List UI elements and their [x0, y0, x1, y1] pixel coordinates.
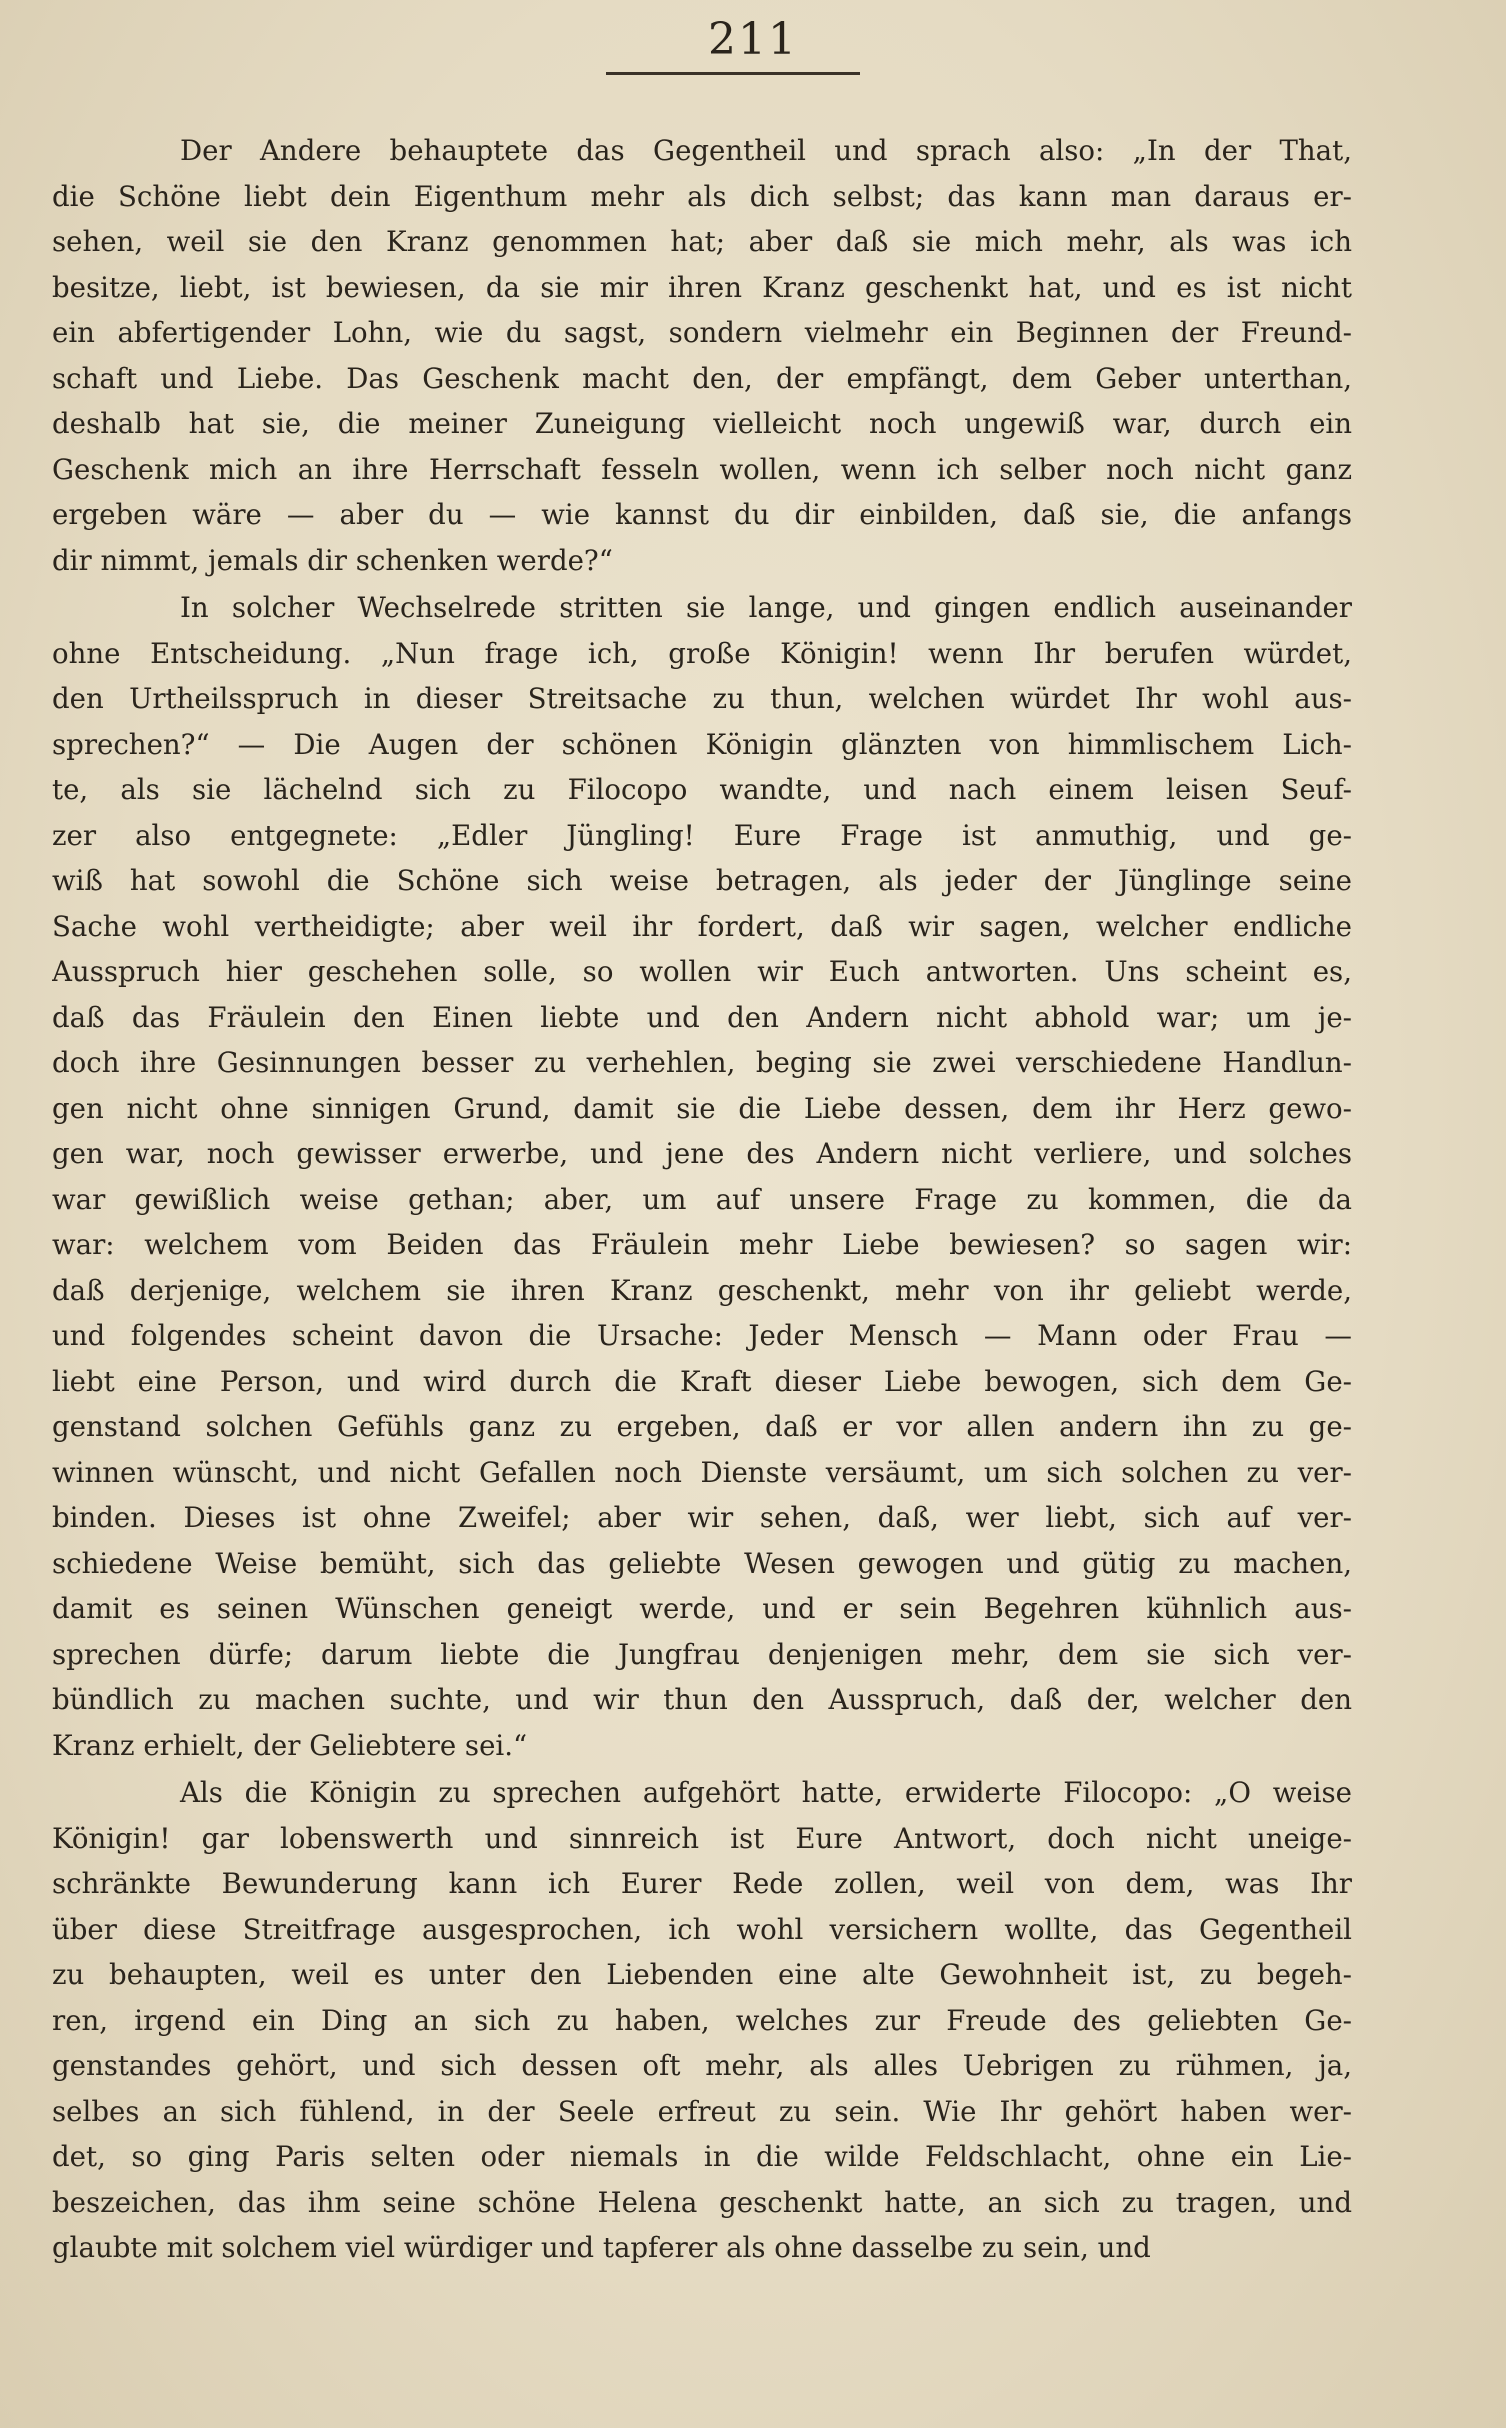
- body-text: [52, 128, 1352, 2271]
- text-line: Geschenk mich an ihre Herrschaft fesseln wollen, wenn ich selber noch nicht ganz: [52, 452, 1352, 486]
- text-line: selbes an sich fühlend, in der Seele erfreut zu sein. Wie Ihr gehört haben wer-: [52, 2094, 1352, 2128]
- text-line: dir nimmt, jemals dir schenken werde?“: [52, 543, 613, 577]
- text-line: liebt eine Person, und wird durch die Kraft dieser Liebe bewogen, sich dem Ge-: [52, 1364, 1352, 1398]
- text-line: ren, irgend ein Ding an sich zu haben, welches zur Freude des geliebten Ge-: [52, 2003, 1352, 2037]
- text-line: te, als sie lächelnd sich zu Filocopo wandte, und nach einem leisen Seuf-: [52, 773, 1352, 806]
- text-line: genstand solchen Gefühls ganz zu ergeben, daß er vor allen andern ihn zu ge-: [52, 1410, 1352, 1443]
- text-line: winnen wünscht, und nicht Gefallen noch Dienste versäumt, um sich solchen zu ver-: [52, 1455, 1352, 1489]
- text-line: Als die Königin zu sprechen aufgehört hatte, erwiderte Filocopo: „O weise: [180, 1776, 1352, 1809]
- text-line: die Schöne liebt dein Eigenthum mehr als dich selbst; das kann man daraus er-: [52, 179, 1352, 213]
- text-line: Königin! gar lobenswerth und sinnreich ist Eure Antwort, doch nicht uneige-: [52, 1821, 1352, 1855]
- paragraph: [52, 128, 1352, 583]
- paragraph: [52, 585, 1352, 1768]
- text-line: zer also entgegnete: „Edler Jüngling! Eure Frage ist anmuthig, und ge-: [52, 818, 1352, 852]
- text-line: ein abfertigender Lohn, wie du sagst, sondern vielmehr ein Beginnen der Freund-: [52, 316, 1352, 349]
- text-line: zu behaupten, weil es unter den Liebenden eine alte Gewohnheit ist, zu begeh-: [52, 1958, 1352, 1991]
- text-line: bündlich zu machen suchte, und wir thun den Ausspruch, daß der, welcher den: [52, 1683, 1352, 1716]
- text-line: det, so ging Paris selten oder niemals in die wilde Feldschlacht, ohne ein Lie-: [52, 2140, 1352, 2173]
- text-line: In solcher Wechselrede stritten sie lange, und gingen endlich auseinander: [180, 591, 1352, 624]
- text-line: über diese Streitfrage ausgesprochen, ich wohl versichern wollte, das Gegentheil: [52, 1912, 1352, 1946]
- page-number: 211: [708, 14, 798, 65]
- text-line: den Urtheilsspruch in dieser Streitsache zu thun, welchen würdet Ihr wohl aus-: [52, 682, 1352, 715]
- text-line: gen nicht ohne sinnigen Grund, damit sie die Liebe dessen, dem ihr Herz gewo-: [52, 1091, 1352, 1125]
- text-line: wiß hat sowohl die Schöne sich weise betragen, als jeder der Jünglinge seine: [52, 864, 1352, 897]
- text-line: sprechen dürfe; darum liebte die Jungfrau denjenigen mehr, dem sie sich ver-: [52, 1637, 1352, 1671]
- text-line: sehen, weil sie den Kranz genommen hat; aber daß sie mich mehr, als was ich: [52, 225, 1352, 258]
- text-line: genstandes gehört, und sich dessen oft mehr, als alles Uebrigen zu rühmen, ja,: [52, 2049, 1352, 2082]
- text-line: Kranz erhielt, der Geliebtere sei.“: [52, 1728, 528, 1762]
- text-line: binden. Dieses ist ohne Zweifel; aber wir sehen, daß, wer liebt, sich auf ver-: [52, 1501, 1352, 1534]
- text-line: daß derjenige, welchem sie ihren Kranz geschenkt, mehr von ihr geliebt werde,: [52, 1273, 1352, 1307]
- text-line: gen war, noch gewisser erwerbe, und jene des Andern nicht verliere, und solches: [52, 1137, 1352, 1170]
- text-line: Sache wohl vertheidigte; aber weil ihr fordert, daß wir sagen, welcher endliche: [52, 909, 1352, 943]
- text-line: ohne Entscheidung. „Nun frage ich, große Königin! wenn Ihr berufen würdet,: [52, 636, 1352, 670]
- text-line: glaubte mit solchem viel würdiger und tapferer als ohne dasselbe zu sein, und: [52, 2231, 1151, 2264]
- text-line: schaft und Liebe. Das Geschenk macht den, der empfängt, dem Geber unterthan,: [52, 361, 1352, 395]
- text-line: und folgendes scheint davon die Ursache: Jeder Mensch — Mann oder Frau —: [52, 1319, 1352, 1352]
- text-line: deshalb hat sie, die meiner Zuneigung vielleicht noch ungewiß war, durch ein: [52, 407, 1352, 440]
- text-line: schränkte Bewunderung kann ich Eurer Rede zollen, weil von dem, was Ihr: [52, 1867, 1352, 1900]
- text-line: war gewißlich weise gethan; aber, um auf unsere Frage zu kommen, die da: [52, 1182, 1352, 1216]
- text-line: besitze, liebt, ist bewiesen, da sie mir ihren Kranz geschenkt hat, und es ist nicht: [52, 270, 1352, 304]
- text-line: war: welchem vom Beiden das Fräulein mehr Liebe bewiesen? so sagen wir:: [52, 1228, 1352, 1261]
- text-line: beszeichen, das ihm seine schöne Helena geschenkt hatte, an sich zu tragen, und: [52, 2185, 1352, 2219]
- text-line: sprechen?“ — Die Augen der schönen Königin glänzten von himmlischem Lich-: [52, 727, 1352, 761]
- text-line: damit es seinen Wünschen geneigt werde, und er sein Begehren kühnlich aus-: [52, 1592, 1352, 1625]
- text-line: Ausspruch hier geschehen solle, so wollen wir Euch antworten. Uns scheint es,: [52, 955, 1352, 988]
- paragraph: [52, 1770, 1352, 2271]
- text-line: doch ihre Gesinnungen besser zu verhehlen, beging sie zwei verschiedene Handlun-: [52, 1046, 1352, 1079]
- text-line: schiedene Weise bemüht, sich das geliebte Wesen gewogen und gütig zu machen,: [52, 1546, 1352, 1580]
- text-line: Der Andere behauptete das Gegentheil und sprach also: „In der That,: [180, 134, 1352, 167]
- text-line: ergeben wäre — aber du — wie kannst du dir einbilden, daß sie, die anfangs: [52, 498, 1352, 531]
- text-line: daß das Fräulein den Einen liebte und den Andern nicht abhold war; um je-: [52, 1000, 1352, 1034]
- header-rule: [606, 72, 860, 75]
